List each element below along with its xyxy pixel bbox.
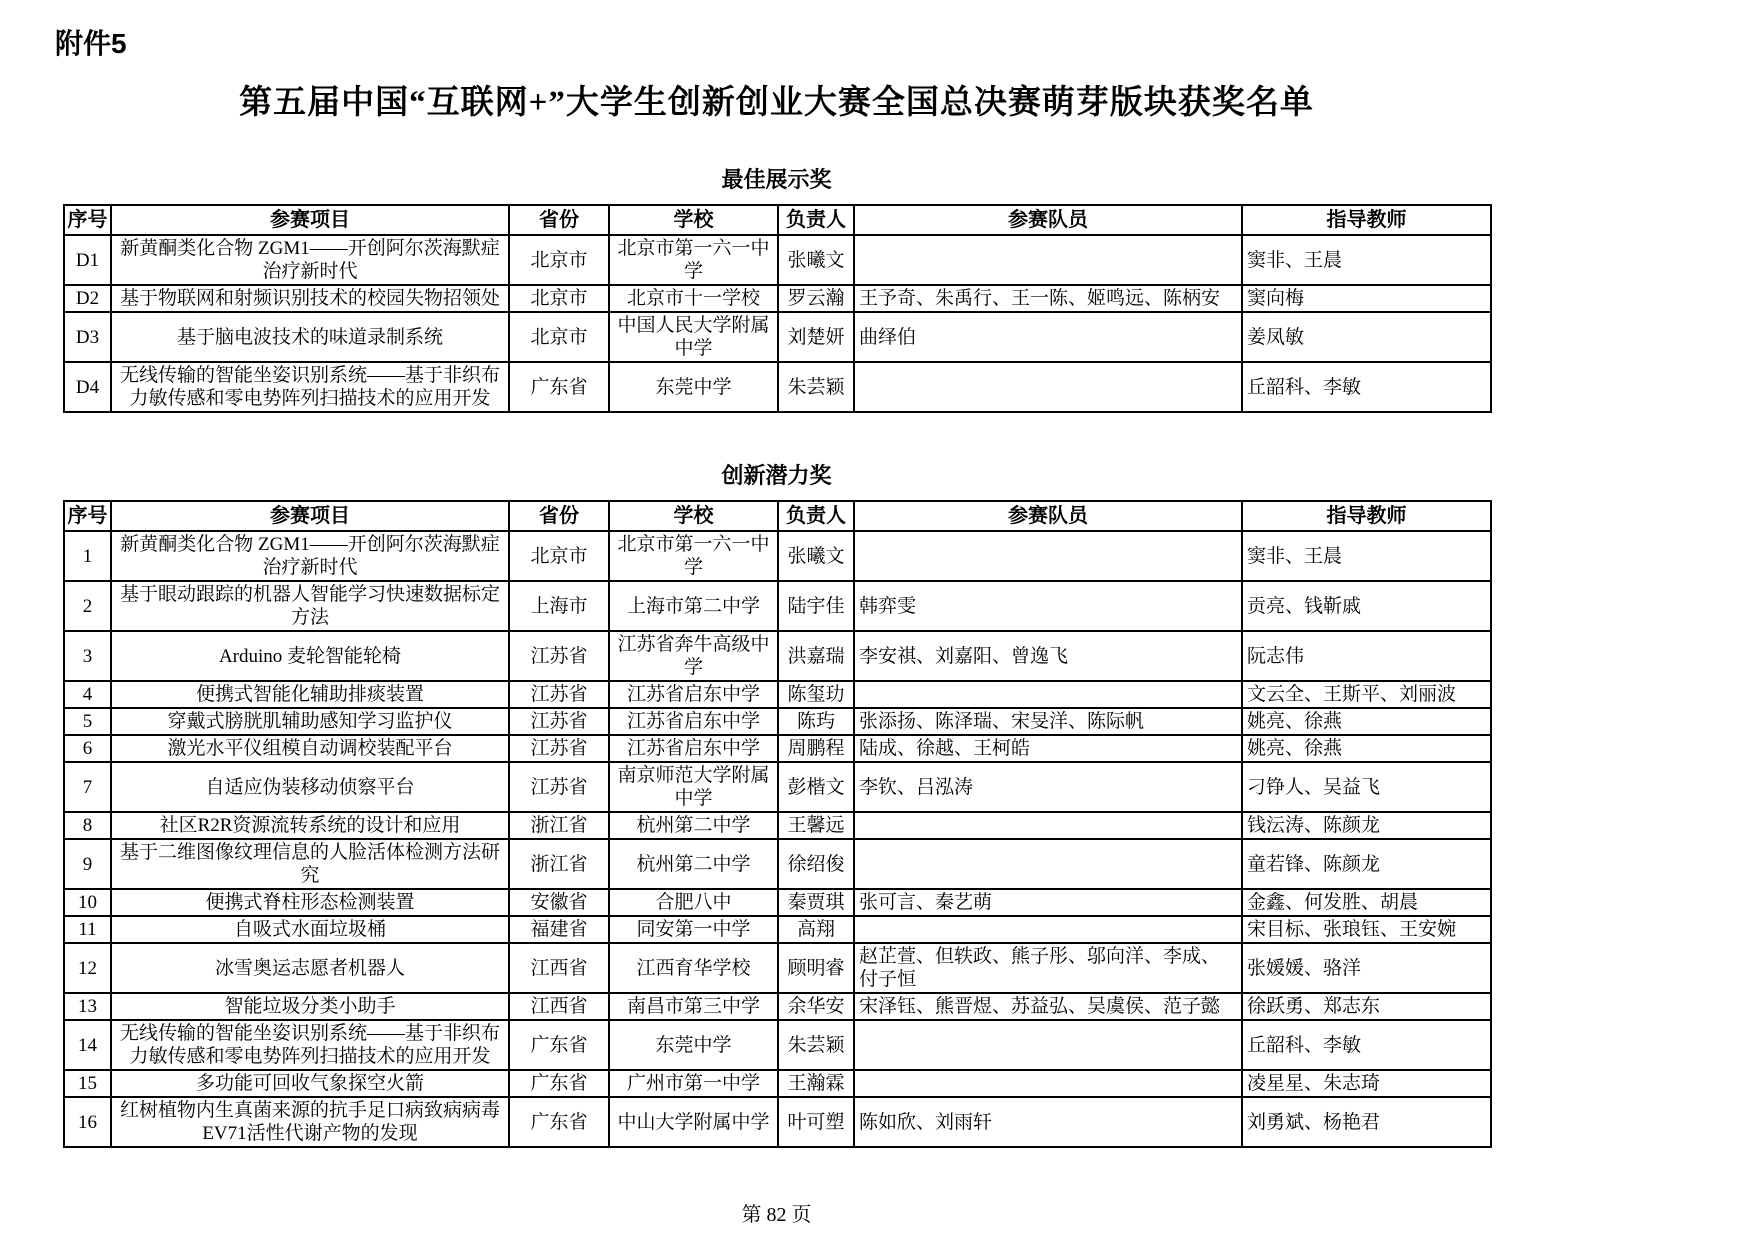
cell-province: 江苏省 [509, 762, 609, 812]
cell-serial: 6 [64, 735, 111, 762]
cell-teachers: 文云全、王斯平、刘丽波 [1242, 681, 1491, 708]
award-table [63, 500, 1492, 1148]
cell-project: 便携式智能化辅助排痰装置 [111, 681, 509, 708]
cell-team-members: 陆成、徐越、王柯皓 [854, 735, 1242, 762]
cell-project: 智能垃圾分类小助手 [111, 993, 509, 1020]
cell-project: 冰雪奥运志愿者机器人 [111, 943, 509, 993]
cell-province: 江苏省 [509, 735, 609, 762]
table-row [64, 312, 1491, 362]
cell-leader: 秦贾琪 [778, 889, 854, 916]
column-header: 指导教师 [1242, 501, 1491, 531]
cell-school: 东莞中学 [609, 1020, 778, 1070]
header-row [64, 501, 1491, 531]
cell-school: 北京市第一六一中学 [609, 235, 778, 285]
cell-school: 江苏省启东中学 [609, 735, 778, 762]
cell-school: 江苏省启东中学 [609, 708, 778, 735]
cell-team-members: 赵芷萱、但轶政、熊子彤、邬向洋、李成、付子恒 [854, 943, 1242, 993]
cell-serial: D4 [64, 362, 111, 412]
cell-leader: 周鹏程 [778, 735, 854, 762]
table-row [64, 916, 1491, 943]
cell-leader: 王馨远 [778, 812, 854, 839]
cell-project: 穿戴式膀胱肌辅助感知学习监护仪 [111, 708, 509, 735]
table-row [64, 531, 1491, 581]
cell-project: 基于眼动跟踪的机器人智能学习快速数据标定方法 [111, 581, 509, 631]
cell-province: 江西省 [509, 943, 609, 993]
cell-province: 广东省 [509, 1020, 609, 1070]
cell-province: 江苏省 [509, 708, 609, 735]
cell-province: 广东省 [509, 1097, 609, 1147]
cell-province: 福建省 [509, 916, 609, 943]
cell-serial: 16 [64, 1097, 111, 1147]
cell-project: 基于脑电波技术的味道录制系统 [111, 312, 509, 362]
cell-project: 基于物联网和射频识别技术的校园失物招领处 [111, 285, 509, 312]
cell-leader: 高翔 [778, 916, 854, 943]
cell-project: Arduino 麦轮智能轮椅 [111, 631, 509, 681]
cell-serial: 1 [64, 531, 111, 581]
document-title: 第五届中国“互联网+”大学生创新创业大赛全国总决赛萌芽版块获奖名单 [239, 85, 1314, 121]
table-row [64, 762, 1491, 812]
cell-leader: 陆宇佳 [778, 581, 854, 631]
column-header: 负责人 [778, 501, 854, 531]
cell-leader: 余华安 [778, 993, 854, 1020]
cell-province: 上海市 [509, 581, 609, 631]
cell-teachers: 凌星星、朱志琦 [1242, 1070, 1491, 1097]
cell-serial: 4 [64, 681, 111, 708]
cell-serial: 8 [64, 812, 111, 839]
cell-teachers: 贡亮、钱靳戚 [1242, 581, 1491, 631]
column-header: 学校 [609, 501, 778, 531]
column-header: 序号 [64, 501, 111, 531]
cell-teachers: 姜凤敏 [1242, 312, 1491, 362]
cell-serial: D1 [64, 235, 111, 285]
header-row [64, 205, 1491, 235]
cell-project: 自吸式水面垃圾桶 [111, 916, 509, 943]
cell-teachers: 丘韶科、李敏 [1242, 1020, 1491, 1070]
column-header: 省份 [509, 501, 609, 531]
section-title: 创新潜力奖 [721, 463, 832, 488]
cell-school: 广州市第一中学 [609, 1070, 778, 1097]
cell-serial: 14 [64, 1020, 111, 1070]
cell-team-members: 曲绎伯 [854, 312, 1242, 362]
cell-teachers: 宋目标、张琅钰、王安婉 [1242, 916, 1491, 943]
cell-teachers: 钱沄涛、陈颜龙 [1242, 812, 1491, 839]
cell-team-members [854, 362, 1242, 412]
cell-serial: 9 [64, 839, 111, 889]
cell-school: 东莞中学 [609, 362, 778, 412]
cell-project: 多功能可回收气象探空火箭 [111, 1070, 509, 1097]
table-row [64, 631, 1491, 681]
table-row [64, 362, 1491, 412]
cell-team-members: 李安祺、刘嘉阳、曾逸飞 [854, 631, 1242, 681]
award-section-innovation-potential [63, 459, 1490, 1148]
cell-teachers: 窦向梅 [1242, 285, 1491, 312]
cell-school: 合肥八中 [609, 889, 778, 916]
cell-team-members: 张可言、秦艺萌 [854, 889, 1242, 916]
cell-province: 北京市 [509, 531, 609, 581]
cell-team-members [854, 681, 1242, 708]
table-row [64, 1097, 1491, 1147]
cell-leader: 朱芸颖 [778, 1020, 854, 1070]
cell-team-members: 王予奇、朱禹行、王一陈、姬鸣远、陈柄安 [854, 285, 1242, 312]
cell-team-members: 李钦、吕泓涛 [854, 762, 1242, 812]
cell-leader: 陈玺玏 [778, 681, 854, 708]
cell-province: 广东省 [509, 1070, 609, 1097]
cell-project: 激光水平仪组模自动调校装配平台 [111, 735, 509, 762]
cell-leader: 朱芸颖 [778, 362, 854, 412]
cell-leader: 顾明睿 [778, 943, 854, 993]
cell-province: 江苏省 [509, 681, 609, 708]
table-row [64, 708, 1491, 735]
cell-team-members [854, 916, 1242, 943]
cell-serial: 13 [64, 993, 111, 1020]
cell-province: 广东省 [509, 362, 609, 412]
table-row [64, 943, 1491, 993]
cell-leader: 彭楷文 [778, 762, 854, 812]
cell-project: 便携式脊柱形态检测装置 [111, 889, 509, 916]
cell-teachers: 徐跃勇、郑志东 [1242, 993, 1491, 1020]
cell-teachers: 阮志伟 [1242, 631, 1491, 681]
column-header: 参赛项目 [111, 205, 509, 235]
table-row [64, 285, 1491, 312]
cell-school: 江西育华学校 [609, 943, 778, 993]
cell-teachers: 丘韶科、李敏 [1242, 362, 1491, 412]
table-row [64, 1070, 1491, 1097]
column-header: 学校 [609, 205, 778, 235]
cell-province: 北京市 [509, 312, 609, 362]
column-header: 参赛项目 [111, 501, 509, 531]
cell-teachers: 童若锋、陈颜龙 [1242, 839, 1491, 889]
column-header: 参赛队员 [854, 501, 1242, 531]
cell-serial: 7 [64, 762, 111, 812]
cell-province: 江西省 [509, 993, 609, 1020]
cell-school: 江苏省奔牛高级中学 [609, 631, 778, 681]
cell-teachers: 窦非、王晨 [1242, 235, 1491, 285]
cell-project: 无线传输的智能坐姿识别系统——基于非织布力敏传感和零电势阵列扫描技术的应用开发 [111, 1020, 509, 1070]
cell-teachers: 窦非、王晨 [1242, 531, 1491, 581]
column-header: 序号 [64, 205, 111, 235]
cell-project: 无线传输的智能坐姿识别系统——基于非织布力敏传感和零电势阵列扫描技术的应用开发 [111, 362, 509, 412]
cell-school: 杭州第二中学 [609, 839, 778, 889]
cell-school: 北京市十一学校 [609, 285, 778, 312]
cell-leader: 叶可塑 [778, 1097, 854, 1147]
cell-team-members: 张添扬、陈泽瑞、宋旻洋、陈际帆 [854, 708, 1242, 735]
cell-province: 浙江省 [509, 839, 609, 889]
cell-serial: 5 [64, 708, 111, 735]
cell-province: 浙江省 [509, 812, 609, 839]
cell-serial: 2 [64, 581, 111, 631]
table-row [64, 235, 1491, 285]
cell-serial: 15 [64, 1070, 111, 1097]
cell-school: 同安第一中学 [609, 916, 778, 943]
cell-province: 江苏省 [509, 631, 609, 681]
cell-teachers: 姚亮、徐燕 [1242, 735, 1491, 762]
table-row [64, 812, 1491, 839]
table-row [64, 581, 1491, 631]
cell-team-members [854, 1070, 1242, 1097]
cell-team-members [854, 531, 1242, 581]
cell-school: 杭州第二中学 [609, 812, 778, 839]
cell-leader: 张曦文 [778, 531, 854, 581]
column-header: 负责人 [778, 205, 854, 235]
table-row [64, 889, 1491, 916]
cell-teachers: 姚亮、徐燕 [1242, 708, 1491, 735]
page-number: 第 82 页 [741, 1204, 812, 1226]
cell-project: 新黄酮类化合物 ZGM1——开创阿尔茨海默症治疗新时代 [111, 235, 509, 285]
table-row [64, 681, 1491, 708]
cell-serial: 11 [64, 916, 111, 943]
cell-team-members: 韩弈雯 [854, 581, 1242, 631]
section-title: 最佳展示奖 [721, 167, 832, 192]
cell-serial: D3 [64, 312, 111, 362]
cell-team-members [854, 1020, 1242, 1070]
attachment-label: 附件5 [55, 28, 127, 59]
cell-team-members [854, 235, 1242, 285]
table-row [64, 735, 1491, 762]
cell-serial: 12 [64, 943, 111, 993]
cell-serial: 3 [64, 631, 111, 681]
cell-school: 江苏省启东中学 [609, 681, 778, 708]
cell-province: 北京市 [509, 235, 609, 285]
cell-leader: 张曦文 [778, 235, 854, 285]
cell-school: 北京市第一六一中学 [609, 531, 778, 581]
cell-leader: 洪嘉瑞 [778, 631, 854, 681]
cell-school: 南昌市第三中学 [609, 993, 778, 1020]
cell-project: 基于二维图像纹理信息的人脸活体检测方法研究 [111, 839, 509, 889]
cell-team-members [854, 839, 1242, 889]
cell-team-members [854, 812, 1242, 839]
cell-leader: 王瀚霖 [778, 1070, 854, 1097]
cell-school: 南京师范大学附属中学 [609, 762, 778, 812]
cell-leader: 刘楚妍 [778, 312, 854, 362]
cell-leader: 罗云瀚 [778, 285, 854, 312]
table-row [64, 839, 1491, 889]
column-header: 省份 [509, 205, 609, 235]
cell-project: 红树植物内生真菌来源的抗手足口病致病病毒EV71活性代谢产物的发现 [111, 1097, 509, 1147]
cell-project: 自适应伪装移动侦察平台 [111, 762, 509, 812]
column-header: 指导教师 [1242, 205, 1491, 235]
cell-province: 北京市 [509, 285, 609, 312]
cell-teachers: 刘勇斌、杨艳君 [1242, 1097, 1491, 1147]
table-row [64, 993, 1491, 1020]
award-section-best-display [63, 163, 1490, 413]
cell-teachers: 刁铮人、吴益飞 [1242, 762, 1491, 812]
table-row [64, 1020, 1491, 1070]
cell-serial: D2 [64, 285, 111, 312]
cell-province: 安徽省 [509, 889, 609, 916]
cell-school: 上海市第二中学 [609, 581, 778, 631]
cell-teachers: 金鑫、何发胜、胡晨 [1242, 889, 1491, 916]
cell-serial: 10 [64, 889, 111, 916]
cell-school: 中国人民大学附属中学 [609, 312, 778, 362]
cell-project: 社区R2R资源流转系统的设计和应用 [111, 812, 509, 839]
award-table [63, 204, 1492, 413]
cell-team-members: 陈如欣、刘雨轩 [854, 1097, 1242, 1147]
cell-team-members: 宋泽钰、熊晋煜、苏益弘、吴虞侯、范子懿 [854, 993, 1242, 1020]
document-page [55, 0, 1490, 1227]
cell-leader: 陈玙 [778, 708, 854, 735]
cell-project: 新黄酮类化合物 ZGM1——开创阿尔茨海默症治疗新时代 [111, 531, 509, 581]
cell-leader: 徐绍俊 [778, 839, 854, 889]
cell-school: 中山大学附属中学 [609, 1097, 778, 1147]
column-header: 参赛队员 [854, 205, 1242, 235]
cell-teachers: 张媛媛、骆洋 [1242, 943, 1491, 993]
